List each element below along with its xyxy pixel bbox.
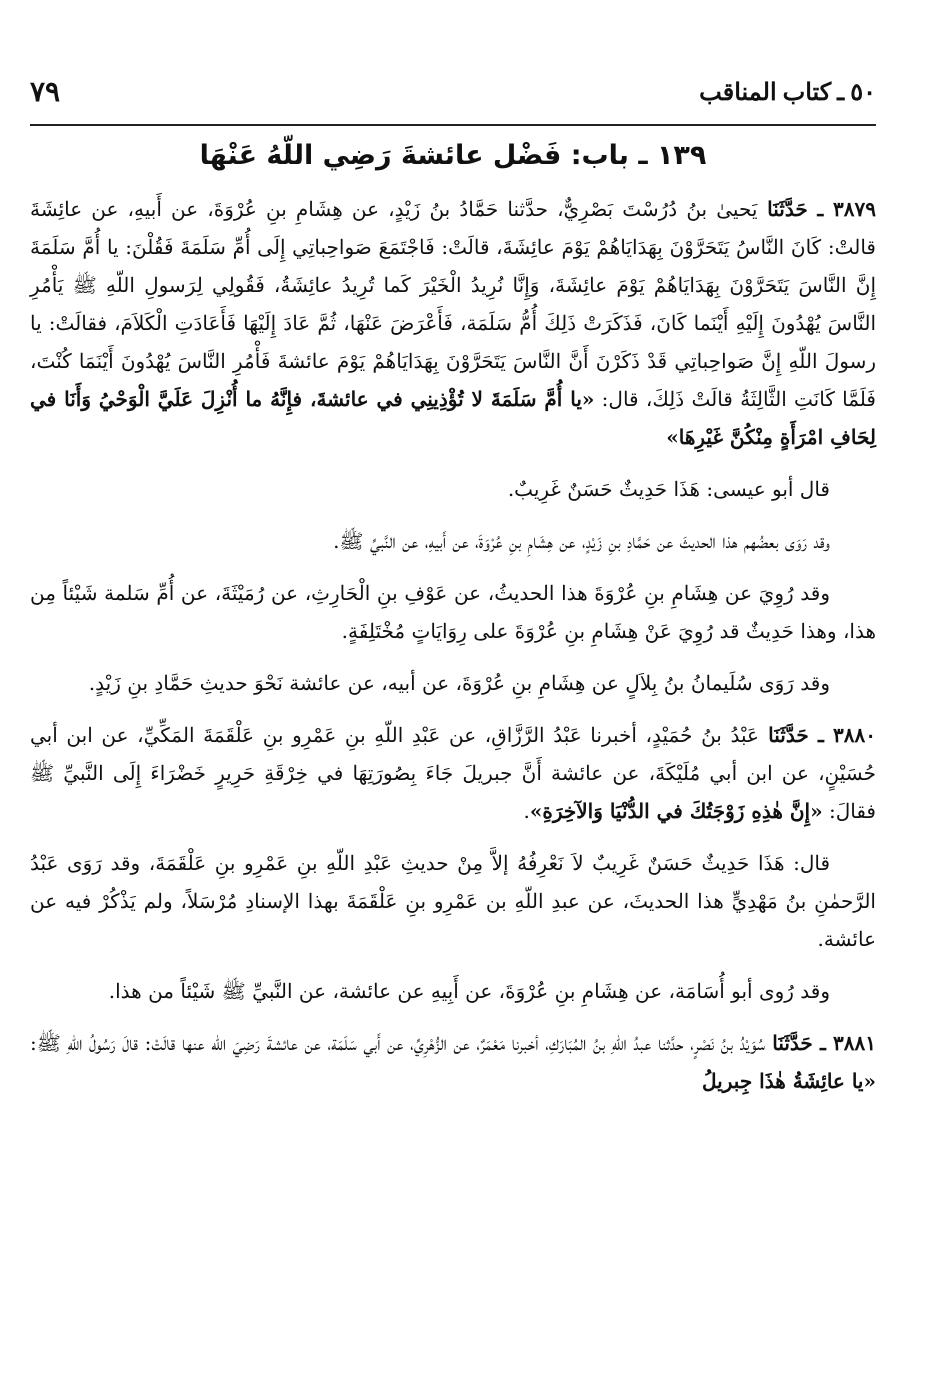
chain-lead: ـ حَدَّثَنَا xyxy=(765,1031,834,1055)
hadith-3879 xyxy=(30,190,876,456)
hadith-text: عَبْدُ بنُ حُمَيْدٍ، أخبرنا عَبْدُ الرَّزَّاقِ، عن عَبْدِ اللّهِ بنِ عَمْرِو بنِ عَلْقَمَةَ المَكِّيِّ، عن ابن أبي حُسَيْنٍ، عن ابن أبي مُلَيْكَةَ، عن عائشة أَنَّ جبريلَ جَاءَ بِصُورَتِهَا في خِرْقَةِ حَرِيرٍ خَضْرَاءَ إِلَى النَّبيِّ ﷺ فقالَ: xyxy=(30,723,876,823)
hadith-3880 xyxy=(30,716,876,830)
header-rule xyxy=(30,124,876,126)
hadith-text: سُوَيْدُ بنُ نَصْرٍ، حدَّثنا عبدُ اللّهِ بنُ المُبَارَكِ، أخبرنا مَعْمَرٌ، عن الزُّهْرِيِّ، عن أَبي سَلَمَة، عن عائشةَ رَضِيَ الله عنها قالَتْ: قالَ رَسُولُ اللّهِ ﷺ: xyxy=(30,1031,766,1055)
hadith-number: ٣٨٨١ xyxy=(833,1031,876,1055)
prophetic-quote: «يا أُمَّ سَلَمَةَ لا تُؤْذِينِي في عائشةَ، فإِنَّهُ ما أُنْزِلَ عَلَيَّ الْوَحْيُ وَأَنَا في لِحَافِ امْرَأَةٍ مِنْكُنَّ غَيْرِهَا» xyxy=(30,387,876,449)
commentary-paragraph: وقد رَوَى سُلَيمانُ بنُ بِلاَلٍ عن هِشَامِ بنِ عُرْوَةَ، عن أبيه، عن عائشة نَحْوَ حديثِ حَمَّادِ بنِ زَيْدٍ. xyxy=(88,671,830,695)
page-number: ٧٩ xyxy=(30,77,61,108)
commentary-paragraph: وقد رُوِيَ عن هِشَامِ بنِ عُرْوَةَ هذا الحديثُ، عن عَوْفِ بنِ الْحَارِثِ، عن رُمَيْثَةَ، عن أُمِّ سَلمة شَيْئاً مِن هذا، وهذا حَدِيثٌ قد رُوِيَ عَنْ هِشَامِ بنِ عُرْوَةَ على رِوَايَاتٍ مُخْتَلِفَةٍ. xyxy=(30,581,876,643)
commentary-paragraph: وقد رَوَى بعضُهم هذا الحديثَ عن حَمَّادِ بنِ زَيْدٍ، عن هِشَامِ بنِ عُرْوَةَ، عن أَبيهِ، عن النَّبيِّ ﷺ. xyxy=(333,529,830,553)
hadith-number: ٣٨٧٩ xyxy=(833,197,876,221)
hadith-3881 xyxy=(30,1024,876,1100)
section-title: ١٣٩ ـ باب: فَضْل عائشةَ رَضِي اللّهُ عَنْهَا xyxy=(199,140,707,171)
commentary-paragraph: قال أبو عيسى: هَذَا حَدِيثٌ حَسَنٌ غَرِيبٌ. xyxy=(507,477,830,501)
page-header xyxy=(30,70,876,114)
prophetic-quote: «إِنَّ هٰذِهِ زَوْجَتُكَ في الدُّنْيَا وَالآخِرَةِ» xyxy=(529,799,823,823)
hadith-text: يَحيىٰ بنُ دُرُسْتَ بَصْرِيٌّ، حدَّثنا حَمَّادُ بنُ زَيْدٍ، عن هِشَامِ بنِ عُرْوَةَ، عن أَبيهِ، عن عائِشَةَ قالتْ: كَانَ النَّاسُ يَتَحَرَّوْنَ بِهَدَايَاهُمْ يَوْمَ عائِشَةَ، قالَتْ: فَاجْتَمَعَ صَواحِباتِي إِلَى أُمِّ سَلَمَةَ فَقُلْنَ: يا أُمَّ سَلَمَةَ إِنَّ النَّاسَ يَتَحَرَّوْنَ بِهَدَايَاهُمْ يَوْمَ عائِشَةَ، وَإِنَّا نُرِيدُ الْخَيْرَ كَما تُرِيدُ عائِشَةُ، فَقُولِي لِرَسولِ اللّهِ ﷺ يَأْمُرِ النَّاسَ يُهْدُونَ إِلَيْهِ أَيْنَما كَانَ، فَذَكَرَتْ ذَلِكَ أُمُّ سَلَمَة، فَأَعْرَضَ عَنْهَا، ثُمَّ عَادَ إِلَيْهَا فَأَعَادَتِ الْكَلاَمَ، فقالَتْ: يا رسولَ اللّهِ إِنَّ صَواحِباتِي قَدْ ذَكَرْنَ أَنَّ النَّاسَ يَتَحَرَّوْنَ بِهَدَايَاهُمْ يَوْمَ عائشةَ فَأْمُرِ النَّاسَ يُهْدُونَ أَيْنَمَا كُنْتَ، فَلَمَّا كَانَتِ الثَّالِثَةُ قالَتْ ذَلِكَ، قال: xyxy=(30,197,876,411)
body-text xyxy=(30,190,876,1340)
chain-lead: ـ حَدَّثَنَا xyxy=(757,197,834,221)
prophetic-quote: «يا عائِشَةُ هٰذَا جِبريلُ xyxy=(702,1069,876,1093)
hadith-number: ٣٨٨٠ xyxy=(833,723,876,747)
commentary-paragraph: وقد رُوى أبو أُسَامَة، عن هِشَامِ بنِ عُرْوَةَ، عن أَبِيهِ عن عائشة، عن النَّبيِّ ﷺ شَيْئاً من هذا. xyxy=(108,979,830,1003)
hadith-tail: . xyxy=(523,799,530,823)
commentary-paragraph: قال: هَذَا حَدِيثٌ حَسَنٌ غَرِيبٌ لاَ نَعْرِفُهُ إلاَّ مِنْ حديثِ عَبْدِ اللّهِ بنِ عَمْرِو بنِ عَلْقَمَةَ، وقد رَوَى عَبْدُ الرَّحمٰنِ بنُ مَهْدِيٍّ هذا الحديثَ، عن عبدِ اللّهِ بن عَمْرِو بنِ عَلْقَمَةَ بهذا الإسنادِ مُرْسَلاً، ولم يَذْكُرْ فيه عن عائشة. xyxy=(30,851,876,951)
chain-lead: ـ حَدَّثَنَا xyxy=(758,723,834,747)
chapter-title: ٥٠ ـ كتاب المناقب xyxy=(699,79,876,106)
